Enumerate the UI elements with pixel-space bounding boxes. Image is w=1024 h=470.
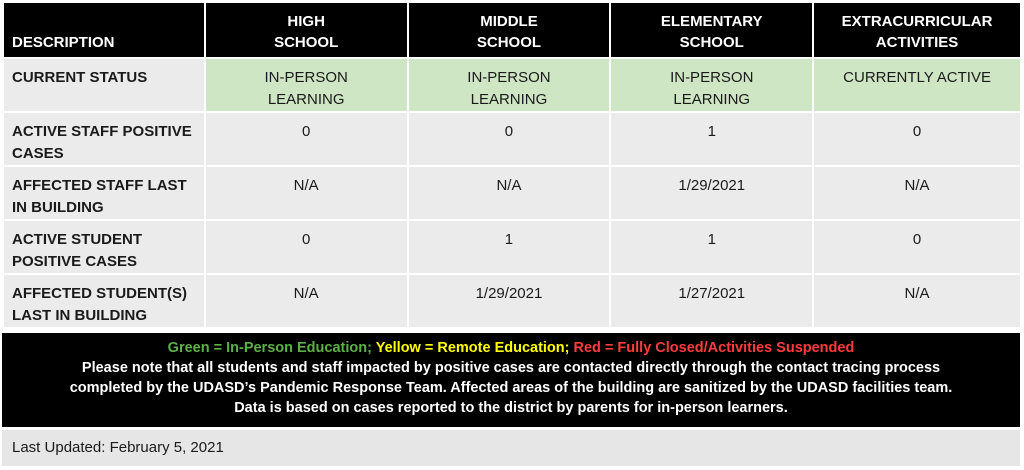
row-label: CURRENT STATUS: [4, 59, 204, 111]
header-elementary-school: ELEMENTARY SCHOOL: [611, 3, 812, 57]
header-high-school: HIGH SCHOOL: [206, 3, 407, 57]
covid-status-dashboard: [2, 1, 1022, 329]
table-cell: 1/29/2021: [611, 167, 812, 219]
table-cell: 1/27/2021: [611, 275, 812, 327]
legend-green: Green = In-Person Education;: [167, 340, 372, 356]
row-current-status: [4, 59, 1020, 111]
notice-box: [2, 333, 1020, 427]
table-cell: 0: [206, 221, 407, 273]
row-label: ACTIVE STAFF POSITIVE CASES: [4, 113, 204, 165]
status-cell-middle-school: IN-PERSON LEARNING: [409, 59, 610, 111]
table-cell: 0: [409, 113, 610, 165]
header-description: DESCRIPTION: [4, 3, 204, 57]
legend-red: Red = Fully Closed/Activities Suspended: [573, 340, 855, 356]
header-extracurricular: EXTRACURRICULAR ACTIVITIES: [814, 3, 1020, 57]
row-affected-students-last-in-building: [4, 275, 1020, 327]
legend-yellow: Yellow = Remote Education;: [375, 340, 570, 356]
notice-line-3: Data is based on cases reported to the district by parents for in-person learners.: [234, 400, 788, 416]
row-label: ACTIVE STUDENT POSITIVE CASES: [4, 221, 204, 273]
table-cell: 0: [814, 221, 1020, 273]
table-cell: 1: [611, 221, 812, 273]
table-cell: 1/29/2021: [409, 275, 610, 327]
header-row: [4, 3, 1020, 57]
row-label: AFFECTED STAFF LAST IN BUILDING: [4, 167, 204, 219]
notice-line-2: completed by the UDASD’s Pandemic Response Team. Affected areas of the building are sanitized by the UDASD facilities team.: [69, 380, 953, 396]
status-cell-extracurricular: CURRENTLY ACTIVE: [814, 59, 1020, 111]
table-cell: N/A: [814, 167, 1020, 219]
row-affected-staff-last-in-building: [4, 167, 1020, 219]
notice-line-1: Please note that all students and staff impacted by positive cases are contacted directly through the contact tracing process: [81, 360, 941, 376]
last-updated: Last Updated: February 5, 2021: [2, 430, 1020, 466]
color-legend: [2, 338, 1020, 358]
table-cell: 0: [814, 113, 1020, 165]
table-cell: 1: [611, 113, 812, 165]
table-cell: N/A: [814, 275, 1020, 327]
row-label: AFFECTED STUDENT(S) LAST IN BUILDING: [4, 275, 204, 327]
table-cell: N/A: [206, 167, 407, 219]
table-cell: N/A: [409, 167, 610, 219]
status-cell-elementary-school: IN-PERSON LEARNING: [611, 59, 812, 111]
table-cell: 0: [206, 113, 407, 165]
row-active-student-positive-cases: [4, 221, 1020, 273]
table-cell: N/A: [206, 275, 407, 327]
status-table: [2, 1, 1022, 329]
header-middle-school: MIDDLE SCHOOL: [409, 3, 610, 57]
row-active-staff-positive-cases: [4, 113, 1020, 165]
status-cell-high-school: IN-PERSON LEARNING: [206, 59, 407, 111]
table-cell: 1: [409, 221, 610, 273]
